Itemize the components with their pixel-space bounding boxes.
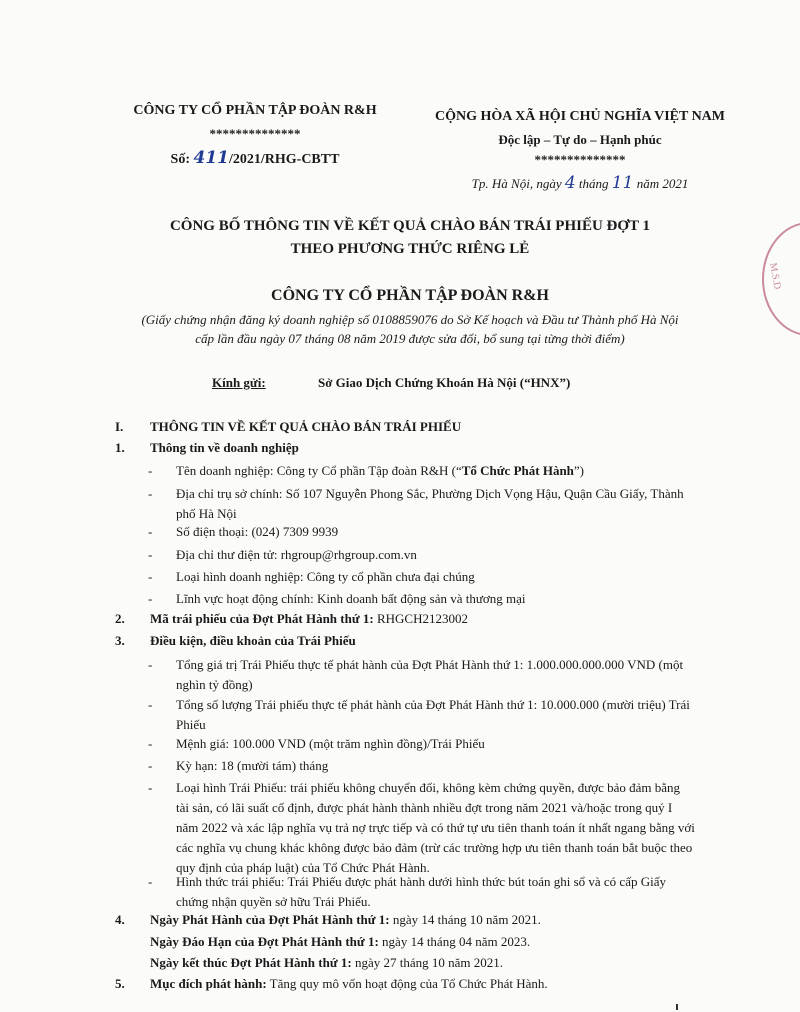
- company-name-suffix: ”): [573, 463, 585, 478]
- bullet-dash: -: [148, 547, 153, 562]
- registration-note-line2: cấp lần đầu ngày 07 tháng 08 năm 2019 được sửa đổi, bổ sung tại từng thời điểm): [195, 331, 625, 346]
- issue-date-value: ngày 14 tháng 10 năm 2021.: [389, 912, 541, 927]
- right-stars-divider: **************: [534, 152, 626, 167]
- section-3-number: 3.: [115, 633, 125, 648]
- maturity-date-label: Ngày Đáo Hạn của Đợt Phát Hành thứ 1:: [150, 934, 379, 949]
- bullet-dash: -: [148, 569, 153, 584]
- doc-number-prefix: Số:: [170, 152, 194, 167]
- end-date-value: ngày 27 tháng 10 năm 2021.: [351, 955, 503, 970]
- bond-type-item: Loại hình Trái Phiếu: trái phiếu không chuyển đổi, không kèm chứng quyền, được bảo đảm bằng tài sản, có lãi suất cố định, được phát hành thành nhiều đợt trong năm 2021 và/hoặc trong quý I năm 2022 và xác lập nghĩa vụ trả nợ trực tiếp và có thứ tự ưu tiên thanh toán ít nhất ngang bằng với các nghĩa vụ chung khác không được bảo đảm (trừ các trường hợp ưu tiên thanh toán bắt buộc theo quy định của pháp luật) của Tổ Chức Phát Hành.: [176, 780, 695, 875]
- section-3-title: Điều kiện, điều khoản của Trái Phiếu: [150, 633, 356, 648]
- company-name-bold: Tổ Chức Phát Hành: [461, 463, 574, 478]
- nation-title: CỘNG HÒA XÃ HỘI CHỦ NGHĨA VIỆT NAM: [434, 109, 725, 124]
- address-item: Địa chỉ trụ sở chính: Số 107 Nguyễn Phong Sắc, Phường Dịch Vọng Hậu, Quận Cầu Giấy, Thành phố Hà Nội: [176, 486, 684, 521]
- bullet-dash: -: [148, 591, 153, 606]
- document-title-line2: THEO PHƯƠNG THỨC RIÊNG LẺ: [290, 241, 530, 257]
- bond-code: [150, 611, 468, 627]
- page-edge-mark: [676, 1004, 678, 1010]
- doc-number-suffix: /2021/RHG-CBTT: [228, 152, 340, 167]
- issue-date: [150, 912, 541, 928]
- document-date: [420, 173, 740, 193]
- end-date: [150, 955, 503, 971]
- registration-note-line1: (Giấy chứng nhận đăng ký doanh nghiệp số 0108859076 do Sở Kế hoạch và Đầu tư Thành phố Hà Nội: [141, 312, 679, 327]
- end-date-label: Ngày kết thúc Đợt Phát Hành thứ 1:: [150, 955, 352, 970]
- subsection-1-title: Thông tin về doanh nghiệp: [150, 440, 299, 455]
- company-type-item: Loại hình doanh nghiệp: Công ty cổ phần chưa đại chúng: [176, 569, 475, 584]
- email-item: Địa chỉ thư điện tử: rhgroup@rhgroup.com.vn: [176, 547, 417, 562]
- maturity-date-value: ngày 14 tháng 04 năm 2023.: [378, 934, 531, 949]
- company-name-item: [176, 461, 696, 481]
- seal-stamp-text: M.S.D: [767, 262, 783, 291]
- bullet-dash: -: [148, 486, 153, 501]
- company-name-header: CÔNG TY CỔ PHẦN TẬP ĐOÀN R&H: [133, 103, 377, 118]
- issuer-name-heading: CÔNG TY CỔ PHẦN TẬP ĐOÀN R&H: [271, 287, 549, 304]
- company-name-prefix: Tên doanh nghiệp: Công ty Cổ phần Tập đoàn R&H (“: [176, 463, 462, 478]
- date-prefix: Tp. Hà Nội, ngày: [471, 176, 565, 191]
- total-value-item: Tổng giá trị Trái Phiếu thực tế phát hành của Đợt Phát Hành thứ 1: 1.000.000.000.000 VND (một nghìn tỷ đồng): [176, 657, 684, 692]
- bond-code-value: RHGCH2123002: [373, 611, 468, 626]
- document-title-line1: CÔNG BỐ THÔNG TIN VỀ KẾT QUẢ CHÀO BÁN TRÁI PHIẾU ĐỢT 1: [169, 218, 651, 234]
- bond-code-label: Mã trái phiếu của Đợt Phát Hành thứ 1:: [150, 611, 374, 626]
- issuance-purpose: [150, 976, 548, 992]
- bullet-dash: -: [148, 758, 153, 773]
- section-5-number: 5.: [115, 976, 125, 991]
- section-1-number: I.: [115, 419, 124, 434]
- subsection-1-number: 1.: [115, 440, 125, 455]
- left-stars-divider: **************: [209, 126, 301, 141]
- purpose-label: Mục đích phát hành:: [150, 976, 267, 991]
- bullet-dash: -: [148, 463, 153, 478]
- bullet-dash: -: [148, 657, 153, 672]
- bullet-dash: -: [148, 780, 153, 795]
- bullet-dash: -: [148, 697, 153, 712]
- bullet-dash: -: [148, 874, 153, 889]
- document-number: [110, 148, 400, 168]
- business-field-item: Lĩnh vực hoạt động chính: Kinh doanh bất động sản và thương mại: [176, 591, 526, 606]
- section-1-title: THÔNG TIN VỀ KẾT QUẢ CHÀO BÁN TRÁI PHIẾU: [150, 419, 462, 434]
- par-value-item: Mệnh giá: 100.000 VND (một trăm nghìn đồng)/Trái Phiếu: [176, 736, 485, 751]
- section-2-number: 2.: [115, 611, 125, 626]
- total-quantity-item: Tổng số lượng Trái phiếu thực tế phát hành của Đợt Phát Hành thứ 1: 10.000.000 (mười triệu) Trái Phiếu: [176, 697, 690, 732]
- national-motto: Độc lập – Tự do – Hạnh phúc: [498, 132, 662, 147]
- date-month-handwritten: 11: [611, 173, 634, 193]
- recipient-value: Sở Giao Dịch Chứng Khoán Hà Nội (“HNX”): [318, 375, 571, 390]
- recipient-label: Kính gửi:: [212, 375, 266, 390]
- purpose-value: Tăng quy mô vốn hoạt động của Tổ Chức Phát Hành.: [266, 976, 548, 991]
- term-item: Kỳ hạn: 18 (mười tám) tháng: [176, 758, 329, 773]
- phone-item: Số điện thoại: (024) 7309 9939: [176, 524, 339, 539]
- date-day-handwritten: 4: [564, 173, 576, 193]
- date-month-label: tháng: [575, 176, 612, 191]
- bullet-dash: -: [148, 736, 153, 751]
- issue-date-label: Ngày Phát Hành của Đợt Phát Hành thứ 1:: [150, 912, 390, 927]
- bullet-dash: -: [148, 524, 153, 539]
- bond-form-item: Hình thức trái phiếu: Trái Phiếu được phát hành dưới hình thức bút toán ghi sổ và có cấp Giấy chứng nhận quyền sở hữu Trái Phiếu.: [176, 874, 666, 909]
- section-4-number: 4.: [115, 912, 125, 927]
- date-year: năm 2021: [633, 176, 689, 191]
- maturity-date: [150, 934, 530, 950]
- doc-number-handwritten: 411: [193, 148, 229, 168]
